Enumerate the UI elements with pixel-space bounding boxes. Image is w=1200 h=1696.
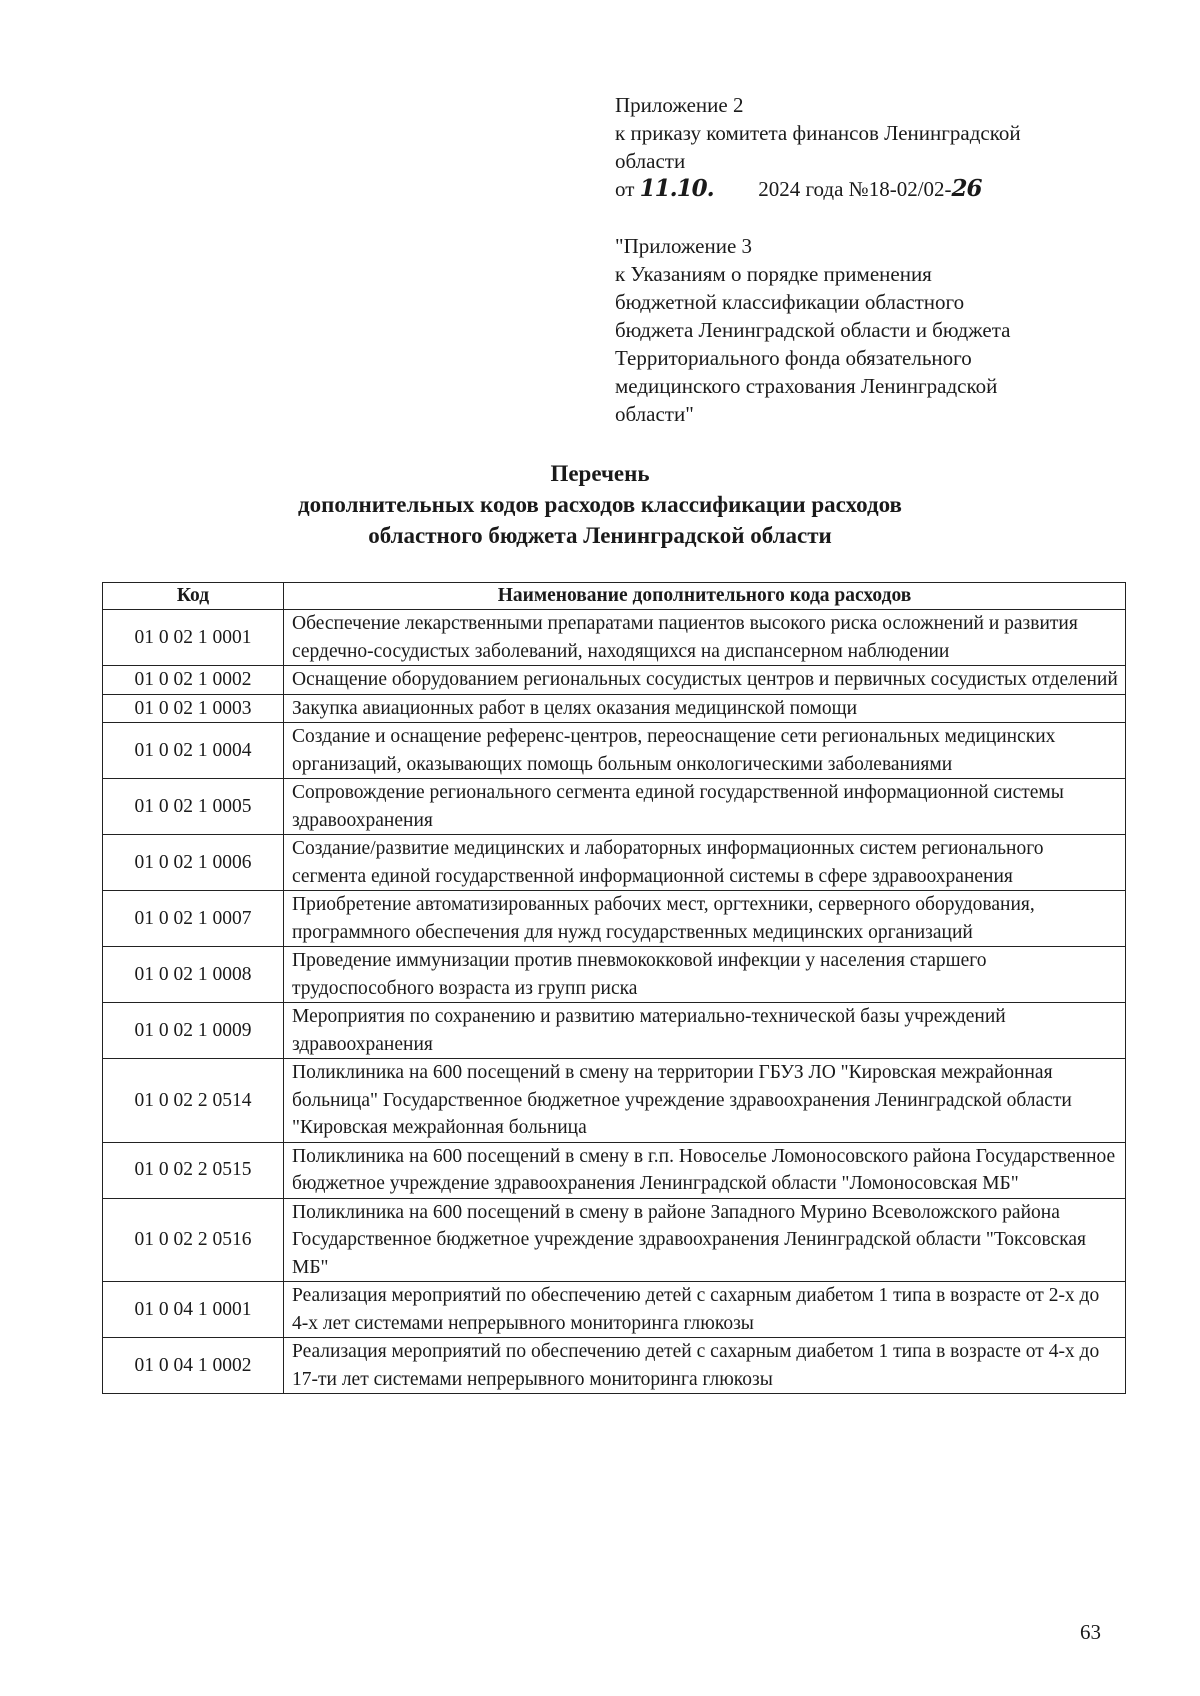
table-row [103,694,1126,723]
table-header-row [103,583,1126,610]
code-cell: 01 0 02 1 0003 [103,694,284,723]
annex-reference-line: "Приложение 3 [615,234,753,258]
annex-reference-line: Территориального фонда обязательного [615,346,972,370]
name-cell: Реализация мероприятий по обеспечению детей с сахарным диабетом 1 типа в возрасте от 4-х до 17-ти лет системами непрерывного мониторинга глюкозы [284,1338,1126,1394]
annex-reference [615,232,1155,428]
order-date-line [615,175,1155,203]
name-cell: Закупка авиационных работ в целях оказания медицинской помощи [284,694,1126,723]
column-header-name: Наименование дополнительного кода расходов [284,583,1126,610]
name-cell: Проведение иммунизации против пневмококковой инфекции у населения старшего трудоспособного возраста из групп риска [284,947,1126,1003]
table-row [103,666,1126,695]
table-row [103,723,1126,779]
table-row [103,835,1126,891]
annex-header-line: Приложение 2 [615,93,744,117]
handwritten-order-number: 26 [951,175,982,202]
name-cell: Поликлиника на 600 посещений в смену в районе Западного Мурино Всеволожского района Государственное бюджетное учреждение здравоохранения Ленинградской области "Токсовская МБ" [284,1198,1126,1282]
order-number-text: 2024 года №18-02/02- [758,177,952,201]
title-line: Перечень [550,461,650,486]
table-row [103,1198,1126,1282]
annex-reference-line: медицинского страхования Ленинградской [615,374,998,398]
code-cell: 01 0 02 1 0002 [103,666,284,695]
title-line: областного бюджета Ленинградской области [368,523,832,548]
annex-reference-line: бюджета Ленинградской области и бюджета [615,318,1011,342]
code-cell: 01 0 02 2 0514 [103,1059,284,1143]
table-row [103,779,1126,835]
name-cell: Поликлиника на 600 посещений в смену в г.п. Новоселье Ломоносовского района Государственное бюджетное учреждение здравоохранения Ленинградской области "Ломоносовская МБ" [284,1142,1126,1198]
date-prefix: от [615,177,635,201]
table-row [103,891,1126,947]
annex-header-line: к приказу комитета финансов Ленинградской [615,121,1021,145]
table-row [103,947,1126,1003]
code-cell: 01 0 04 1 0002 [103,1338,284,1394]
page-number: 63 [1080,1620,1101,1644]
name-cell: Реализация мероприятий по обеспечению детей с сахарным диабетом 1 типа в возрасте от 2-х до 4-х лет системами непрерывного мониторинга глюкозы [284,1282,1126,1338]
code-cell: 01 0 02 1 0001 [103,610,284,666]
document-title [0,458,1200,551]
title-line: дополнительных кодов расходов классификации расходов [298,492,902,517]
name-cell: Создание/развитие медицинских и лабораторных информационных систем регионального сегмента единой государственной информационной системы в сфере здравоохранения [284,835,1126,891]
code-cell: 01 0 02 2 0515 [103,1142,284,1198]
name-cell: Поликлиника на 600 посещений в смену на территории ГБУЗ ЛО "Кировская межрайонная больница" Государственное бюджетное учреждение здравоохранения Ленинградской области "Кировская межрайонная больница [284,1059,1126,1143]
code-cell: 01 0 02 1 0005 [103,779,284,835]
table-row [103,1338,1126,1394]
name-cell: Мероприятия по сохранению и развитию материально-технической базы учреждений здравоохранения [284,1003,1126,1059]
expense-codes-table [102,582,1126,1394]
annex-reference-line: бюджетной классификации областного [615,290,965,314]
code-cell: 01 0 02 2 0516 [103,1198,284,1282]
name-cell: Обеспечение лекарственными препаратами пациентов высокого риска осложнений и развития сердечно-сосудистых заболеваний, находящихся на диспансерном наблюдении [284,610,1126,666]
name-cell: Приобретение автоматизированных рабочих мест, оргтехники, серверного оборудования, программного обеспечения для нужд государственных медицинских организаций [284,891,1126,947]
code-cell: 01 0 02 1 0009 [103,1003,284,1059]
code-cell: 01 0 02 1 0004 [103,723,284,779]
name-cell: Оснащение оборудованием региональных сосудистых центров и первичных сосудистых отделений [284,666,1126,695]
table-row [103,1282,1126,1338]
table-row [103,1059,1126,1143]
code-cell: 01 0 02 1 0007 [103,891,284,947]
name-cell: Создание и оснащение референс-центров, переоснащение сети региональных медицинских организаций, оказывающих помощь больным онкологическими заболеваниями [284,723,1126,779]
annex-header-line: области [615,149,686,173]
annex-reference-line: области" [615,402,694,426]
code-cell: 01 0 02 1 0006 [103,835,284,891]
code-cell: 01 0 04 1 0001 [103,1282,284,1338]
annex-header [615,91,1155,203]
table-row [103,1142,1126,1198]
table-row [103,1003,1126,1059]
annex-reference-line: к Указаниям о порядке применения [615,262,932,286]
handwritten-date: 11.10. [639,175,714,202]
code-cell: 01 0 02 1 0008 [103,947,284,1003]
table-row [103,610,1126,666]
column-header-code: Код [103,583,284,610]
name-cell: Сопровождение регионального сегмента единой государственной информационной системы здравоохранения [284,779,1126,835]
